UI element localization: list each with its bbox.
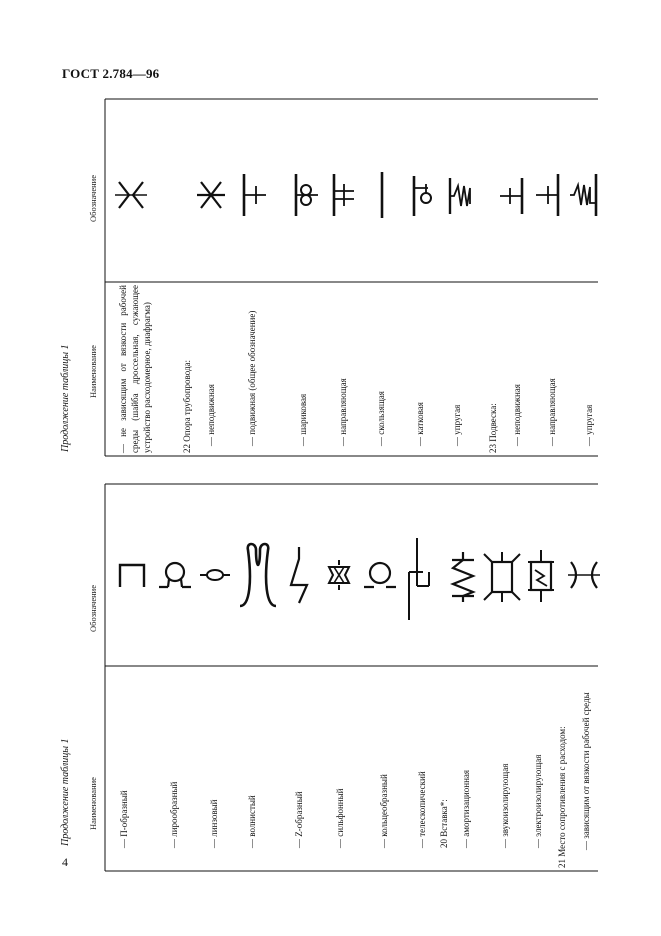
z-shape-symbol-icon	[285, 545, 313, 605]
right-row-1-label: 22 Опора трубопровода:	[182, 359, 192, 453]
document-header: ГОСТ 2.784—96	[62, 66, 160, 81]
left-table-caption: Продолжение таблицы 1	[60, 738, 71, 846]
right-row-12-label: — упругая	[584, 404, 594, 446]
fixed-hanger-symbol-icon	[498, 176, 528, 216]
left-row-11-label: — электроизолирующая	[533, 754, 543, 848]
page-number: 4	[62, 855, 68, 869]
right-row-2-label: — неподвижная	[206, 384, 216, 446]
ring-shape-symbol-icon	[360, 560, 400, 590]
left-row-6-label: — кольцеобразный	[379, 774, 389, 848]
electroinsulating-insert-symbol-icon	[524, 548, 558, 604]
left-col-name-header: Наименование	[88, 777, 98, 830]
fixed-support-symbol-icon	[196, 178, 226, 212]
soundproof-insert-symbol-icon	[482, 550, 522, 604]
viscosity-dependent-symbol-icon	[567, 558, 601, 592]
elastic-hanger-symbol-icon	[568, 172, 602, 218]
left-row-9-label: — амортизационная	[461, 769, 471, 848]
bellows-shape-symbol-icon	[322, 558, 356, 592]
right-row-9-label: 23 Подвеска:	[488, 403, 498, 453]
left-row-8-label: 20 Вставка*:	[439, 799, 449, 848]
left-row-3-label: — волнистый	[247, 795, 257, 848]
guide-hanger-symbol-icon	[534, 172, 564, 218]
telescopic-shape-symbol-icon	[403, 536, 433, 622]
right-row-6-label: — скользящая	[376, 391, 386, 446]
sliding-support-symbol-icon	[372, 170, 392, 220]
lens-shape-symbol-icon	[198, 562, 232, 588]
left-row-5-label: — сильфонный	[335, 788, 345, 848]
right-row-5-label: — направляющая	[338, 378, 348, 446]
left-row-7-label: — телескопический	[417, 771, 427, 848]
wavy-shape-symbol-icon	[236, 540, 280, 612]
elastic-support-symbol-icon	[446, 176, 476, 216]
lyre-shape-symbol-icon	[155, 560, 195, 590]
ball-support-symbol-icon	[292, 172, 322, 218]
right-col-symbol-header: Обозначение	[88, 175, 98, 222]
left-row-13-label: — зависящим от вязкости рабочей среды	[581, 692, 591, 850]
right-row-0-label: — не зависящим от вязкости рабочей среды (шайба дроссельная, сужающее устройство расходомерное, диафрагма)	[118, 285, 152, 453]
left-row-2-label: — линзовый	[209, 799, 219, 848]
viscosity-independent-symbol-icon	[114, 178, 148, 212]
right-row-4-label: — шариковая	[298, 393, 308, 446]
guide-support-symbol-icon	[330, 172, 360, 218]
movable-support-symbol-icon	[240, 172, 270, 218]
right-row-3-label: — подвижная (общее обозначение)	[247, 310, 257, 446]
left-row-4-label: — Z-образный	[294, 791, 304, 848]
left-row-0-label: — П-образный	[119, 790, 129, 848]
left-col-symbol-header: Обозначение	[88, 585, 98, 632]
right-row-11-label: — направляющая	[547, 378, 557, 446]
right-table-caption: Продолжение таблицы 1	[60, 344, 71, 452]
left-row-1-label: — лирообразный	[169, 781, 179, 848]
right-row-7-label: — катковая	[415, 402, 425, 446]
roller-support-symbol-icon	[410, 174, 440, 218]
right-col-name-header: Наименование	[88, 345, 98, 398]
right-row-10-label: — неподвижная	[512, 384, 522, 446]
p-shape-symbol-icon	[112, 560, 152, 590]
damping-insert-symbol-icon	[448, 550, 478, 604]
left-row-12-label: 21 Место сопротивления с расходом:	[557, 726, 567, 868]
left-row-10-label: — звукоизолирующая	[500, 763, 510, 848]
right-row-8-label: — упругая	[452, 404, 462, 446]
